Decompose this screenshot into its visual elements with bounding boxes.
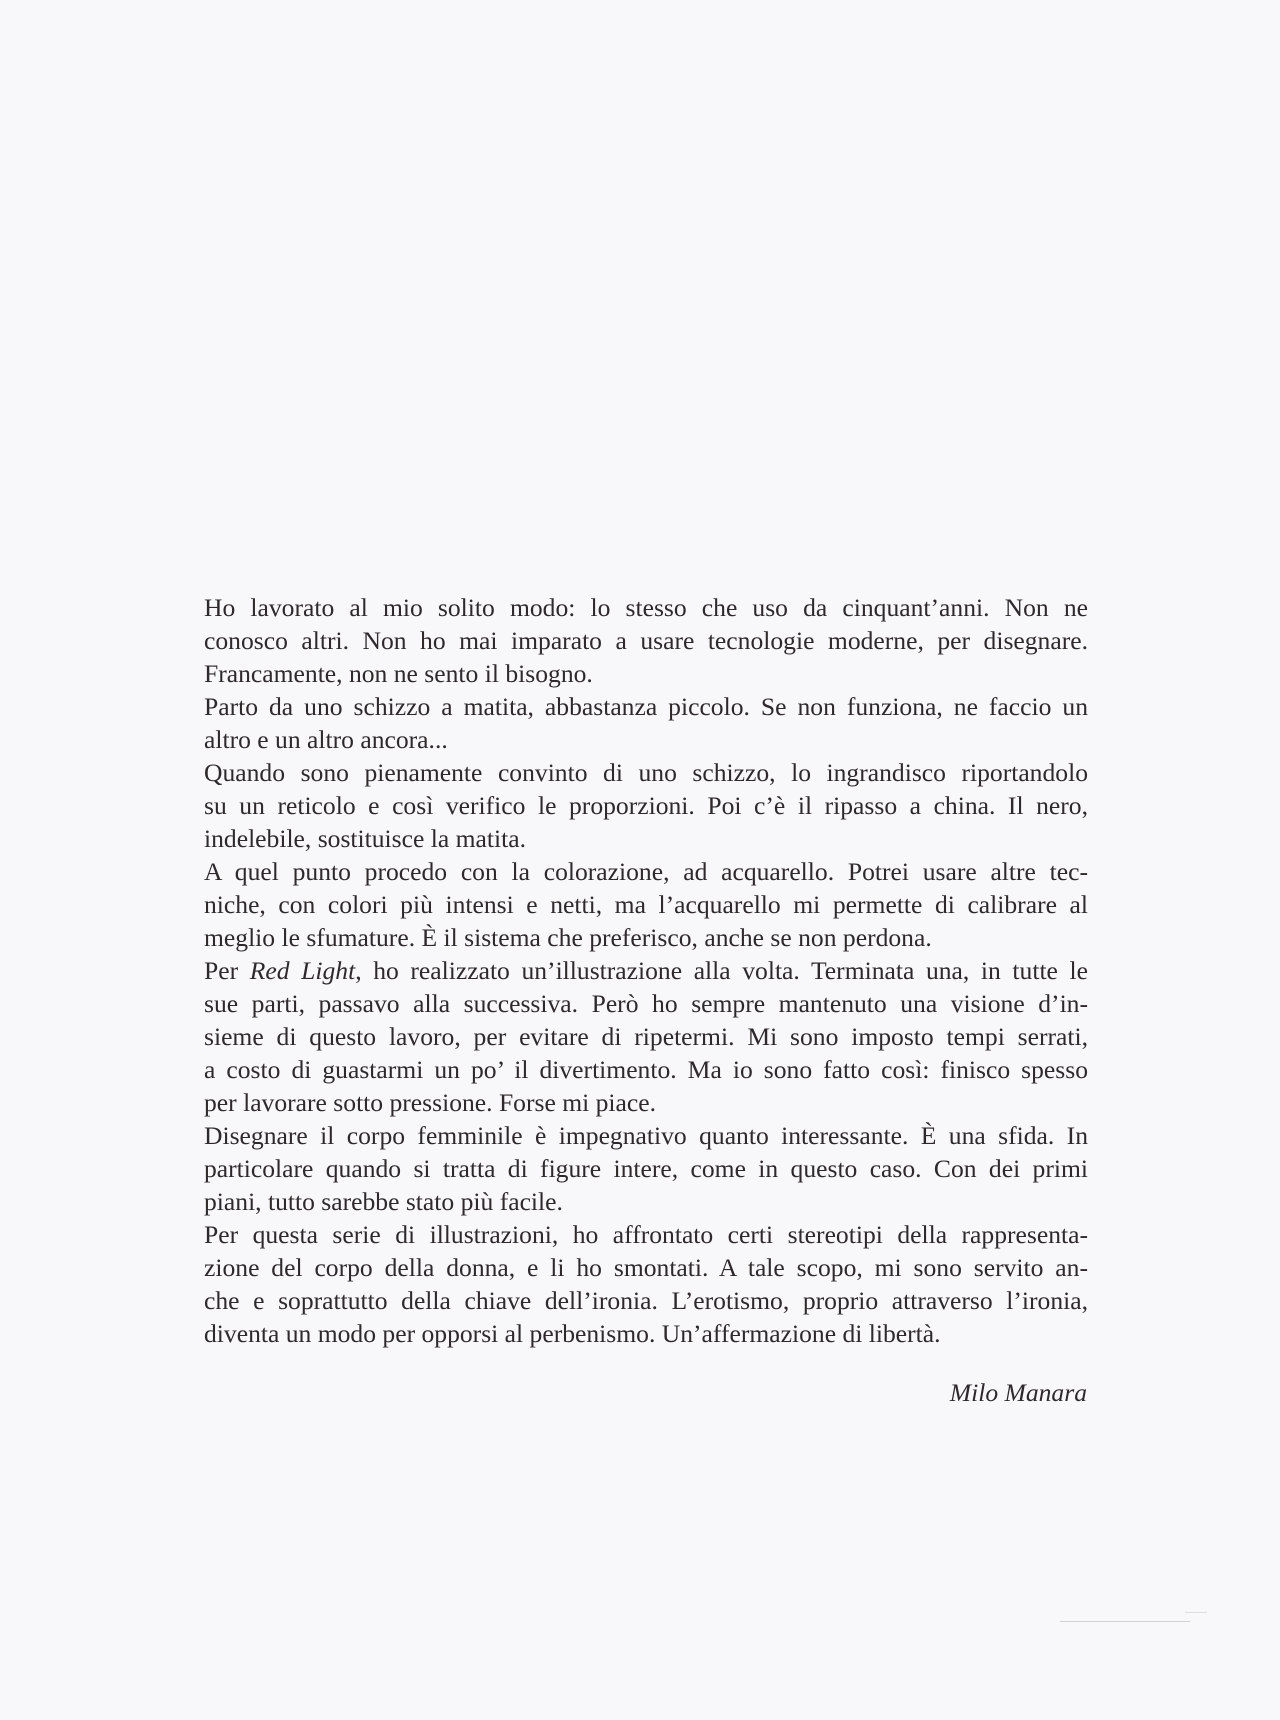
book-title: Red Light [249, 956, 356, 985]
paragraph [204, 855, 1088, 954]
paragraph [204, 954, 1088, 1119]
text-line: altro e un altro ancora... [204, 725, 448, 754]
text-line: per lavorare sotto pressione. Forse mi piace. [204, 1088, 657, 1117]
paragraph [204, 1218, 1088, 1350]
text-line: diventa un modo per opporsi al perbenismo. Un’affermazione di libertà. [204, 1319, 941, 1348]
text-line: sue parti, passavo alla successiva. Però ho sempre mantenuto una visione d’in- [204, 989, 1088, 1018]
text-line: Disegnare il corpo femminile è impegnativo quanto interessante. È una sfida. In [204, 1121, 1088, 1150]
text-line: indelebile, sostituisce la matita. [204, 824, 526, 853]
text-line: Quando sono pienamente convinto di uno schizzo, lo ingrandisco riportandolo [204, 758, 1088, 787]
text-line: particolare quando si tratta di figure intere, come in questo caso. Con dei primi [204, 1154, 1088, 1183]
text-line: sieme di questo lavoro, per evitare di ripetermi. Mi sono imposto tempi serrati, [204, 1022, 1088, 1051]
text-line: zione del corpo della donna, e li ho smontati. A tale scopo, mi sono servito an- [204, 1253, 1088, 1282]
author-signature: Milo Manara [949, 1378, 1087, 1407]
text-line: A quel punto procedo con la colorazione, ad acquarello. Potrei usare altre tec- [204, 857, 1088, 886]
text-line: piani, tutto sarebbe stato più facile. [204, 1187, 563, 1216]
text-line: meglio le sfumature. È il sistema che preferisco, anche se non perdona. [204, 923, 932, 952]
paragraph [204, 591, 1088, 690]
text-line: Per questa serie di illustrazioni, ho affrontato certi stereotipi della rappresenta- [204, 1220, 1088, 1249]
text-line: niche, con colori più intensi e netti, ma l’acquarello mi permette di calibrare al [204, 890, 1088, 919]
text-line: Ho lavorato al mio solito modo: lo stesso che uso da cinquant’anni. Non ne [204, 593, 1088, 622]
text-line: su un reticolo e così verifico le proporzioni. Poi c’è il ripasso a china. Il nero, [204, 791, 1088, 820]
paragraph [204, 756, 1088, 855]
text-fragment: , ho realizzato un’illustrazione alla volta. Terminata una, in tutte le [355, 956, 1088, 985]
text-line [204, 954, 1088, 987]
paragraph [204, 690, 1088, 756]
text-fragment: Per [204, 956, 250, 985]
text-line: a costo di guastarmi un po’ il divertimento. Ma io sono fatto così: finisco spesso [204, 1055, 1088, 1084]
text-line: Francamente, non ne sento il bisogno. [204, 659, 593, 688]
paragraph [204, 1119, 1088, 1218]
scan-edge-mark [1060, 1621, 1190, 1622]
body-text [204, 591, 1088, 1350]
text-line: conosco altri. Non ho mai imparato a usare tecnologie moderne, per disegnare. [204, 626, 1088, 655]
text-line: Parto da uno schizzo a matita, abbastanza piccolo. Se non funziona, ne faccio un [204, 692, 1088, 721]
scan-edge-mark [1185, 1612, 1207, 1613]
text-line: che e soprattutto della chiave dell’ironia. L’erotismo, proprio attraverso l’ironia, [204, 1286, 1088, 1315]
